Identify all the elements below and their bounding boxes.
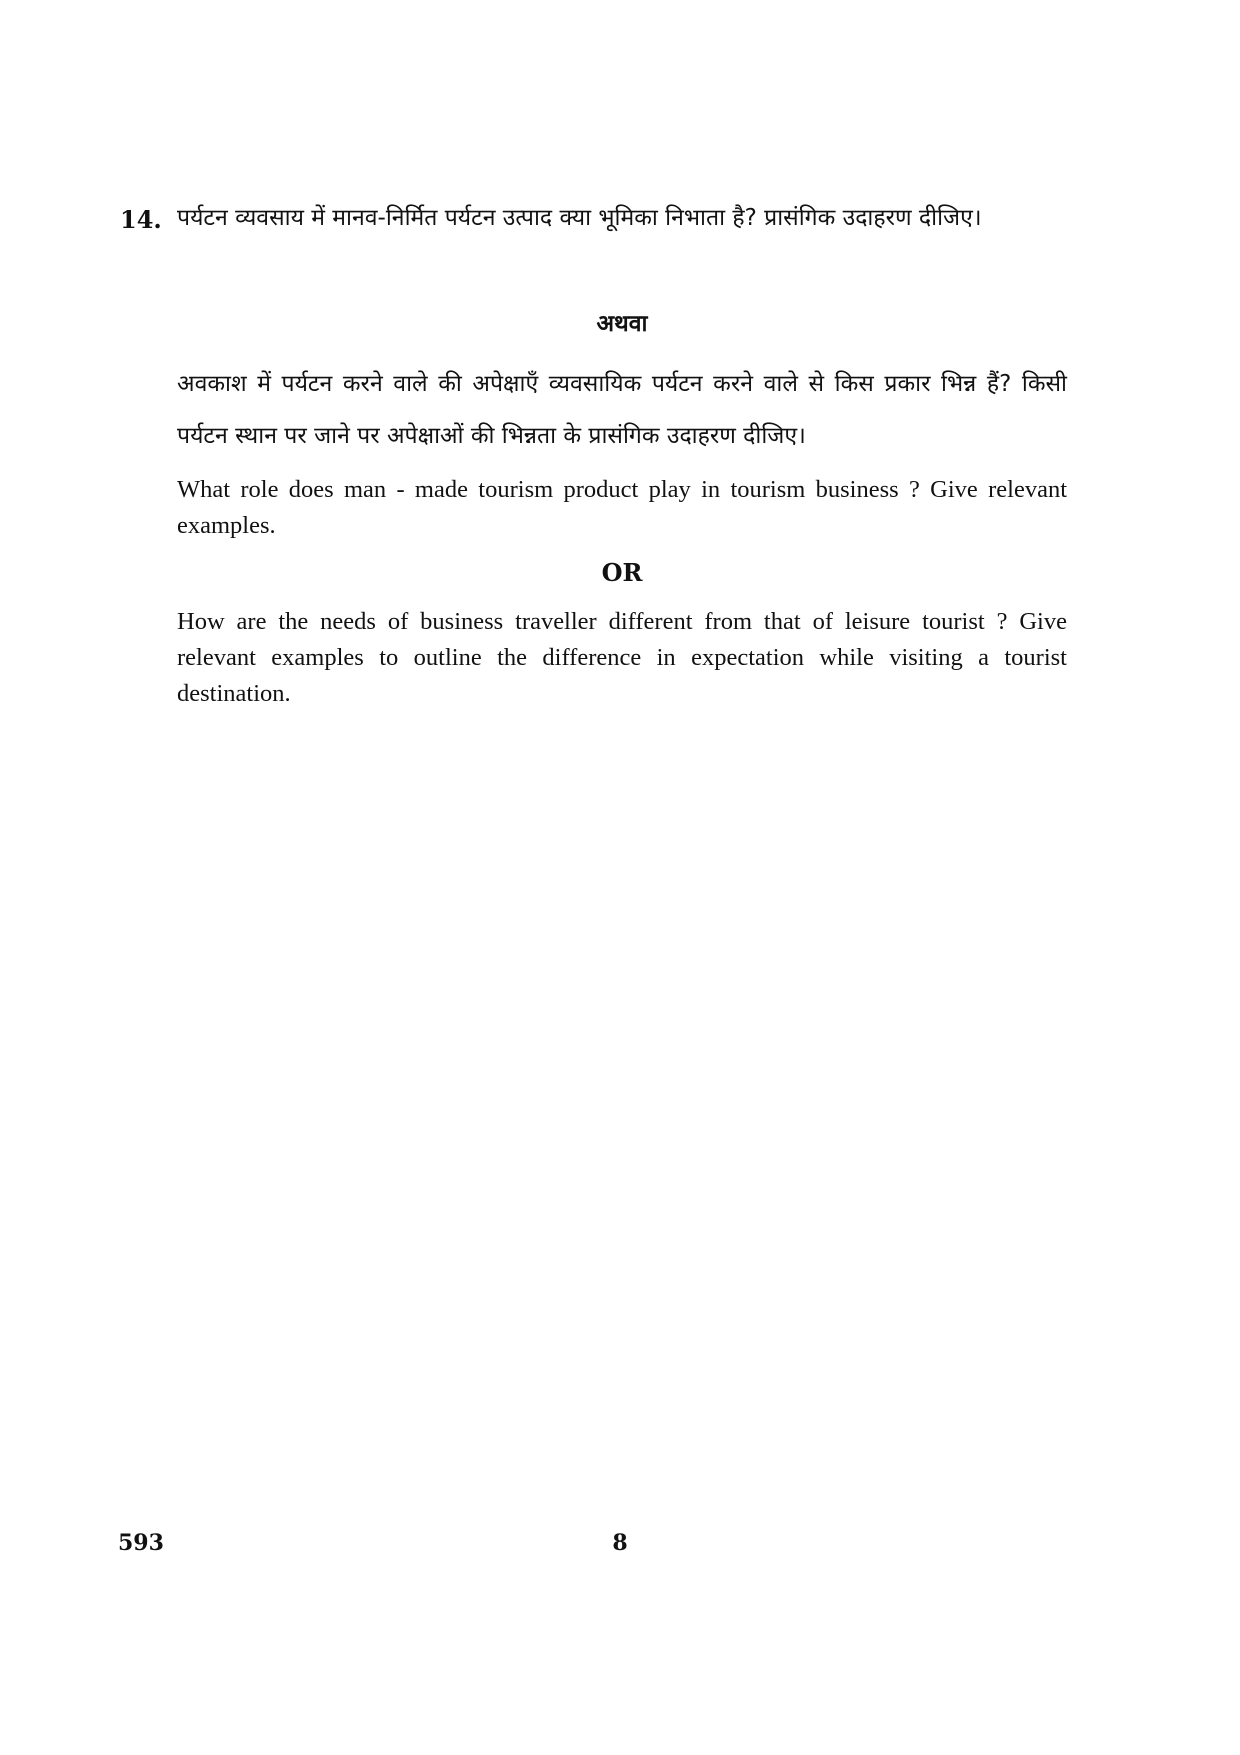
- english-question-text: What role does man - made tourism product play in tourism business ? Give relevant examples.: [177, 476, 1067, 539]
- hindi-or-heading: अथवा: [596, 311, 648, 337]
- paper-code: 593: [118, 1530, 164, 1556]
- question-number: 14.: [120, 205, 162, 234]
- page-number: 8: [612, 1530, 628, 1556]
- hindi-question-text: पर्यटन व्यवसाय में मानव-निर्मित पर्यटन उत्पाद क्या भूमिका निभाता है? प्रासंगिक उदाहरण दीजिए।: [177, 205, 982, 231]
- english-or-heading: OR: [601, 558, 643, 587]
- hindi-alternative-question-text: अवकाश में पर्यटन करने वाले की अपेक्षाएँ व्यवसायिक पर्यटन करने वाले से किस प्रकार भिन्न हैं? किसी पर्यटन स्थान पर जाने पर अपेक्षाओं की भिन्नता के प्रासंगिक उदाहरण दीजिए।: [177, 371, 1067, 449]
- english-alternative-question-text: How are the needs of business traveller different from that of leisure tourist ? Give relevant examples to outline the difference in expectation while visiting a tourist destination.: [177, 608, 1067, 707]
